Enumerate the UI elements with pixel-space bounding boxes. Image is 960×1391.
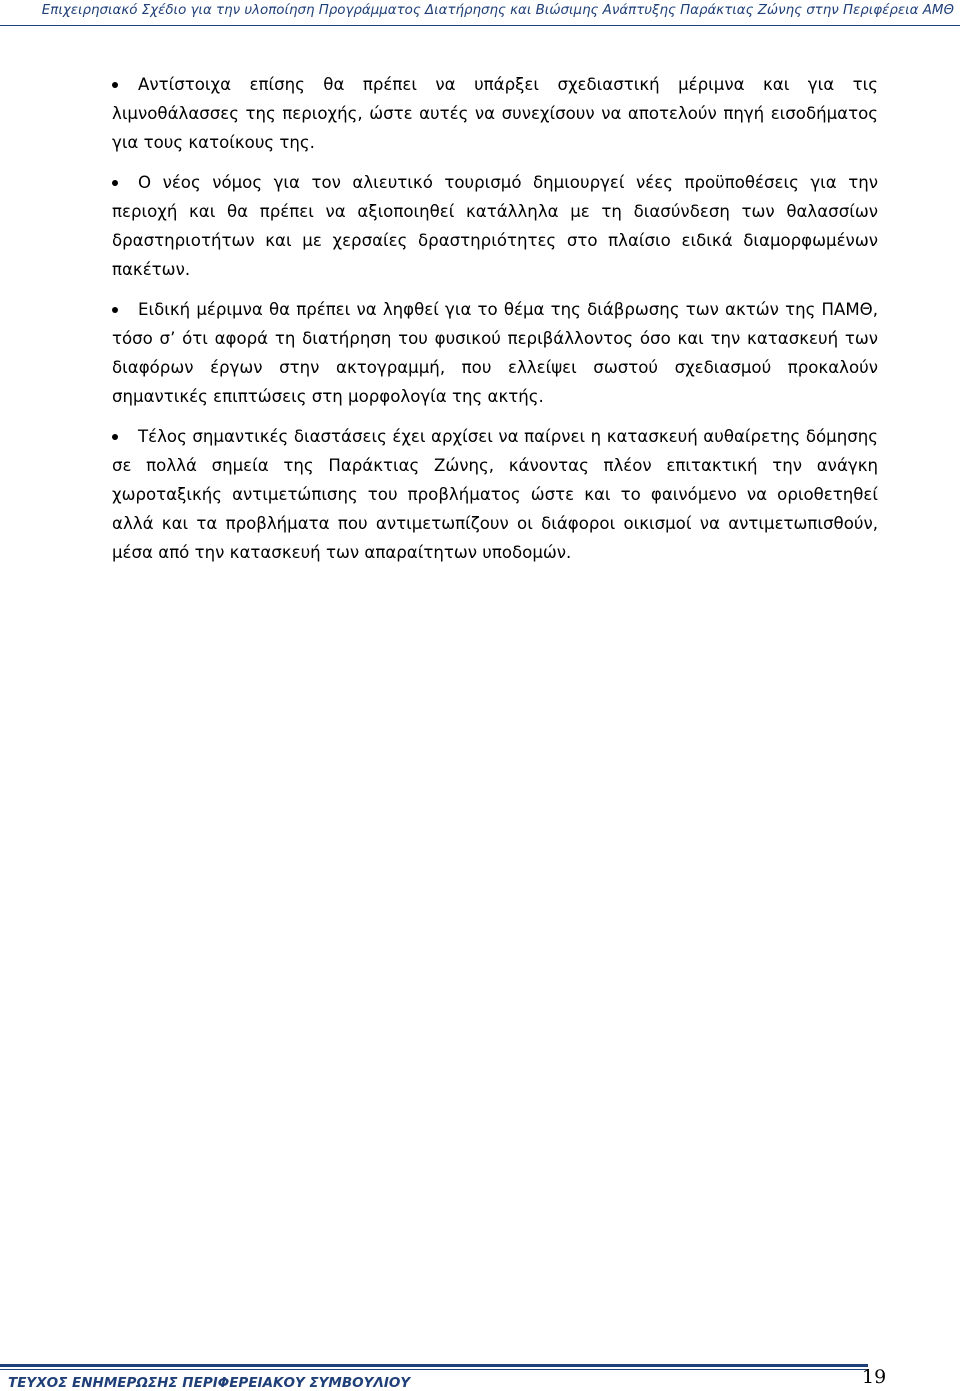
bullet-item <box>112 70 878 157</box>
page-body <box>112 70 878 578</box>
bullet-icon <box>112 82 118 88</box>
running-header <box>0 0 960 26</box>
footer-rule <box>0 1364 868 1367</box>
bullet-icon <box>112 180 118 186</box>
bullet-item <box>112 295 878 411</box>
footer-rule-thin <box>0 1369 868 1370</box>
bullet-icon <box>112 434 118 440</box>
bullet-text: Ο νέος νόμος για τον αλιευτικό τουρισμό δημιουργεί νέες προϋποθέσεις για την περιοχή και θα πρέπει να αξιοποιηθεί κατάλληλα με τη διασύνδεση των θαλασσίων δραστηριοτήτων και με χερσαίες δραστηριότητες στο πλαίσιο ειδικά διαμορφωμένων πακέτων. <box>112 173 878 279</box>
bullet-item <box>112 168 878 284</box>
running-header-title: Επιχειρησιακό Σχέδιο για την υλοποίηση Προγράμματος Διατήρησης και Βιώσιμης Ανάπτυξης Παράκτιας Ζώνης στην Περιφέρεια ΑΜΘ <box>41 3 954 18</box>
bullet-text: Αντίστοιχα επίσης θα πρέπει να υπάρξει σχεδιαστική μέριμνα και για τις λιμνοθάλασσες της περιοχής, ώστε αυτές να συνεχίσουν να αποτελούν πηγή εισοδήματος για τους κατοίκους της. <box>112 75 878 152</box>
bullet-list <box>112 70 878 567</box>
bullet-icon <box>112 307 118 313</box>
bullet-text: Ειδική μέριμνα θα πρέπει να ληφθεί για το θέμα της διάβρωσης των ακτών της ΠΑΜΘ, τόσο σ’ ότι αφορά τη διατήρηση του φυσικού περιβάλλοντος όσο και την κατασκευή των διαφόρων έργων στην ακτογραμμή, που ελλείψει σωστού σχεδιασμού προκαλούν σημαντικές επιπτώσεις στη μορφολογία της ακτής. <box>112 300 878 406</box>
page-number: 19 <box>862 1366 887 1388</box>
bullet-item <box>112 422 878 567</box>
bullet-text: Τέλος σημαντικές διαστάσεις έχει αρχίσει να παίρνει η κατασκευή αυθαίρετης δόμησης σε πολλά σημεία της Παράκτιας Ζώνης, κάνοντας πλέον επιτακτική την ανάγκη χωροταξικής αντιμετώπισης του προβλήματος ώστε και το φαινόμενο να οριοθετηθεί αλλά και τα προβλήματα που αντιμετωπίζουν οι διάφοροι οικισμοί να αντιμετωπισθούν, μέσα από την κατασκευή των απαραίτητων υποδομών. <box>112 427 878 562</box>
footer-publication-title: ΤΕΥΧΟΣ ΕΝΗΜΕΡΩΣΗΣ ΠΕΡΙΦΕΡΕΙΑΚΟΥ ΣΥΜΒΟΥΛΙΟΥ <box>8 1375 411 1391</box>
